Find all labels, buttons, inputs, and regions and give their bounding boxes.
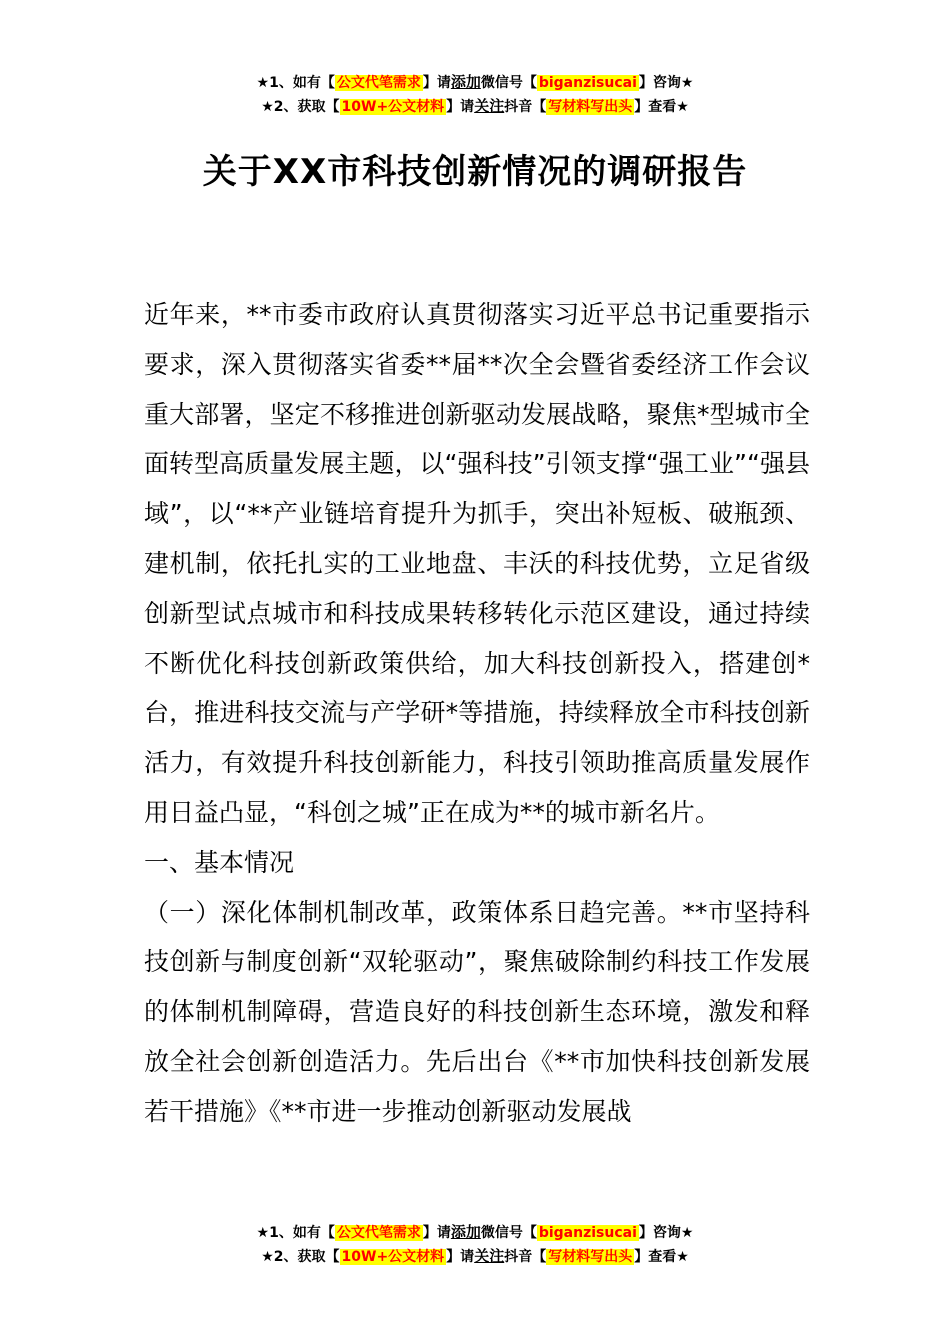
highlight-materials: 10W+公文材料 (341, 1249, 445, 1265)
highlight-douyin-account: 写材料写出头 (548, 1249, 633, 1265)
highlight-materials: 10W+公文材料 (341, 99, 445, 115)
paragraph-section-1: （一）深化体制机制改革，政策体系日趋完善。**市坚持科技创新与制度创新“双轮驱动”，聚焦破除制约科技工作发展的体制机制障碍，营造良好的科技创新生态环境，激发和释放全社会创新创造活力。先后出台《**市加快科技创新发展若干措施》《**市进一步推动创新驱动发展战 (144, 897, 810, 1126)
banner-line-2: ★2、获取【 10W+公文材料 】请关注抖音【 写材料写出头 】查看★ (261, 1247, 689, 1265)
banner-line-1: ★1、如有【 公文代笔需求 】请添加微信号【 biganzisucai 】咨询★ (256, 1223, 694, 1241)
header-banner (0, 70, 950, 118)
emphasis-add: 添加 (450, 73, 481, 91)
paragraph-intro: 近年来，**市委市政府认真贯彻落实习近平总书记重要指示要求，深入贯彻落实省委**届**次全会暨省委经济工作会议重大部署，坚定不移推进创新驱动发展战略，聚焦*型城市全面转型高质量发展主题，以“强科技”引领支撑“强工业”“强县域”，以“**产业链培育提升为抓手，突出补短板、破瓶颈、建机制，依托扎实的工业地盘、丰沃的科技优势，立足省级创新型试点城市和科技成果转移转化示范区建设，通过持续不断优化科技创新政策供给，加大科技创新投入，搭建创*台，推进科技交流与产学研*等措施，持续释放全市科技创新活力，有效提升科技创新能力，科技引领助推高质量发展作用日益凸显，“科创之城”正在成为**的城市新名片。 (144, 300, 810, 827)
document-body (144, 290, 810, 1137)
emphasis-follow: 关注 (474, 97, 505, 115)
highlight-service: 公文代笔需求 (336, 75, 421, 91)
section-heading: 一、基本情况 (144, 847, 295, 877)
highlight-wechat-id: biganzisucai (538, 1225, 637, 1241)
footer-banner (0, 1220, 950, 1268)
highlight-douyin-account: 写材料写出头 (548, 99, 633, 115)
banner-line-2: ★2、获取【 10W+公文材料 】请关注抖音【 写材料写出头 】查看★ (261, 97, 689, 115)
emphasis-follow: 关注 (474, 1247, 505, 1265)
banner-line-1: ★1、如有【 公文代笔需求 】请添加微信号【 biganzisucai 】咨询★ (256, 73, 694, 91)
highlight-wechat-id: biganzisucai (538, 75, 637, 91)
emphasis-add: 添加 (450, 1223, 481, 1241)
document-title: 关于XX市科技创新情况的调研报告 (202, 152, 748, 192)
highlight-service: 公文代笔需求 (336, 1225, 421, 1241)
